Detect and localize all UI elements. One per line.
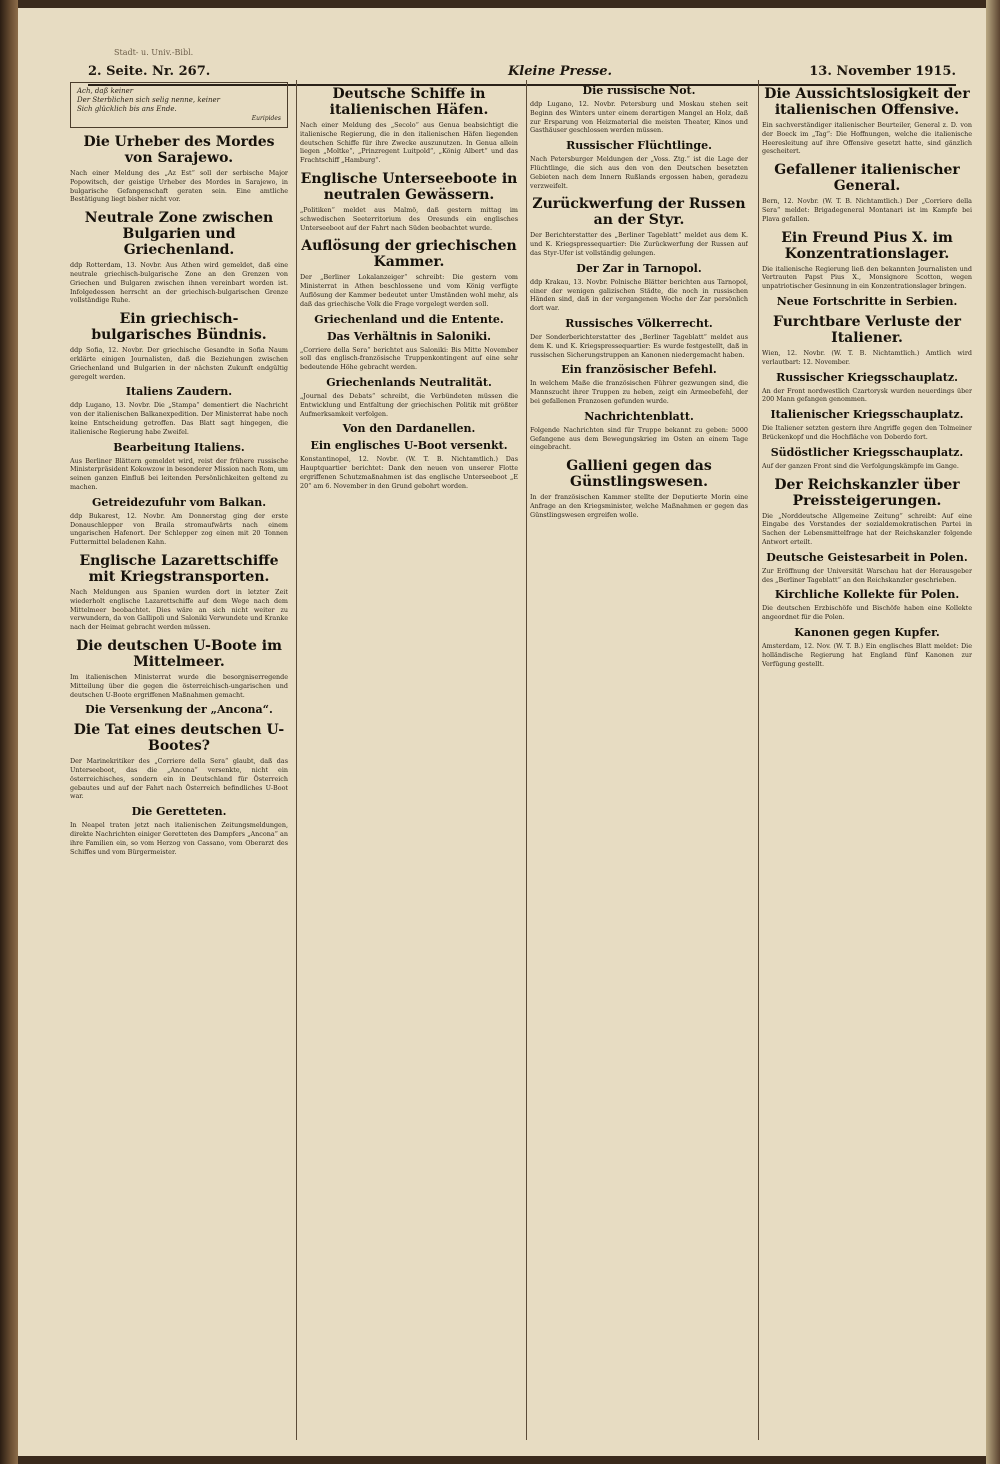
- article-headline: Zurückwerfung der Russen an der Styr.: [532, 196, 746, 229]
- article-headline: Die Urheber des Mordes von Sarajewo.: [83, 134, 275, 166]
- article-body: In Neapel traten jetzt nach italienischen Zeitungsmeldungen, direkte Nachrichten einiger Geretteten des Dampfers „Ancona“ an ihre Familien ein, so vom Herzog von Cassano, vom Oberarzt des Schiffes und vom Bürgermeister.: [70, 821, 288, 856]
- article-headline: Ein Freund Pius X. im Konzentrationslager.: [781, 229, 953, 262]
- article-headline: Die russische Not.: [582, 84, 696, 97]
- article-body: ddp Rotterdam, 13. Novbr. Aus Athen wird gemeldet, daß eine neutrale griechisch-bulgarische Zone an den Grenzen von Griechen und Bulgaren zwischen ihnen vereinbart worden ist. Infolgedessen herrscht an der griechisch-bulgarischen Grenze vollständige Ruhe.: [70, 261, 288, 305]
- article-headline: Russischer Flüchtlinge.: [566, 139, 712, 153]
- article-headline: Die Geretteten.: [131, 805, 227, 819]
- article-headline: Griechenland und die Entente.: [314, 312, 504, 326]
- article: [70, 134, 288, 204]
- article-headline: Die Versenkung der „Ancona“.: [85, 703, 273, 717]
- article-headline: Auflösung der griechischen Kammer.: [301, 238, 517, 271]
- column-rule: [526, 80, 527, 1440]
- article-body: Amsterdam, 12. Nov. (W. T. B.) Ein englisches Blatt meldet: Die holländische Regierung hat England fünf Kanonen zur Verfügung gestellt.: [762, 641, 972, 668]
- article: [530, 84, 748, 135]
- article-body: Wien, 12. Novbr. (W. T. B. Nichtamtlich.) Amtlich wird verlautbart: 12. November.: [762, 348, 972, 366]
- article-headline: Italienischer Kriegsschauplatz.: [770, 408, 964, 422]
- article-body: Die deutschen Erzbischöfe und Bischöfe haben eine Kollekte angeordnet für die Polen.: [762, 604, 972, 622]
- article: [300, 422, 518, 435]
- column-rule: [758, 80, 759, 1440]
- article: [762, 588, 972, 622]
- article: [762, 314, 972, 367]
- article-headline: Bearbeitung Italiens.: [113, 440, 245, 454]
- article: [762, 551, 972, 585]
- article: [300, 313, 518, 326]
- article: [70, 311, 288, 381]
- article: [70, 703, 288, 716]
- article-body: Die italienische Regierung ließ den bekannten Journalisten und Vertrauten Papst Pius X., Monsignore Scotton, wegen unpatriotischer Gesinnung in ein Konzentrationslager bringen.: [762, 264, 972, 291]
- article: [762, 162, 972, 223]
- article-body: Der Marinekritiker des „Corriere della Sera“ glaubt, daß das Unterseeboot, das die „Ancona“ versenkte, nicht ein österreichisches, sondern ein in Deutschland für Österreich gebautes und auf der Fahrt nach Österreich befindliches U-Boot war.: [70, 757, 288, 801]
- article: [70, 722, 288, 801]
- article-body: In der französischen Kammer stellte der Deputierte Morin eine Anfrage an den Kriegsminister, welche Maßnahmen er gegen das Günstlingswesen ergreifen wolle.: [530, 493, 748, 519]
- article: [70, 210, 288, 305]
- article: [300, 171, 518, 232]
- article-body: ddp Sofia, 12. Novbr. Der griechische Gesandte in Sofia Naum erklärte einigen Journalisten, daß die Beziehungen zwischen Griechenland und Bulgarien in der nächsten Zukunft endgültig geregelt werden.: [70, 346, 288, 381]
- article-body: Folgende Nachrichten sind für Truppe bekannt zu geben: 5000 Gefangene aus dem Bewegungskrieg im Osten an einem Tage eingebracht.: [530, 425, 748, 452]
- article-body: ddp Lugano, 13. Novbr. Die „Stampa“ dementiert die Nachricht von der italienischen Balkanexpedition. Der Ministerrat habe noch keine Entscheidung getroffen. Das Blatt sagt hingegen, die italienische Regierung habe Zweifel.: [70, 401, 288, 436]
- article: [300, 238, 518, 308]
- article: [70, 441, 288, 492]
- article-headline: Die deutschen U-Boote im Mittelmeer.: [76, 637, 282, 670]
- column-2: [300, 80, 518, 1450]
- article-headline: Russisches Völkerrecht.: [565, 316, 713, 330]
- article: [300, 439, 518, 490]
- article-body: ddp Krakau, 13. Novbr. Polnische Blätter berichten aus Tarnopol, einer der wenigen galizischen Städte, die noch in russischen Händen sind, daß in der vergangenen Woche der Zar persönlich dort war.: [530, 277, 748, 313]
- article: [762, 408, 972, 442]
- article-headline: Kanonen gegen Kupfer.: [794, 625, 940, 639]
- article: [762, 371, 972, 405]
- column-4: [762, 80, 972, 1450]
- article-headline: Getreidezufuhr vom Balkan.: [91, 495, 267, 509]
- article: [762, 626, 972, 668]
- article: [300, 86, 518, 165]
- article-headline: Deutsche Geistesarbeit in Polen.: [766, 550, 968, 564]
- article-headline: Von den Dardanellen.: [342, 422, 476, 436]
- article-headline: Italiens Zaudern.: [125, 385, 233, 399]
- article: [530, 458, 748, 519]
- article-body: Im italienischen Ministerrat wurde die besorgniserregende Mitteilung über die gegen die österreichisch-ungarischen und deutschen U-Boote ergriffenen Maßnahmen gemacht.: [70, 672, 288, 699]
- article: [300, 376, 518, 418]
- article: [762, 477, 972, 547]
- article: [70, 553, 288, 632]
- article-body: Zur Eröffnung der Universität Warschau hat der Herausgeber des „Berliner Tageblatt“ an den Reichskanzler geschrieben.: [762, 566, 972, 584]
- article-body: Bern, 12. Novbr. (W. T. B. Nichtamtlich.) Der „Corriere della Sera“ meldet: Brigadegeneral Montanari ist im Kampfe bei Plava gefallen.: [762, 197, 972, 223]
- article-body: Der Sonderberichterstatter des „Berliner Tageblatt“ meldet aus dem K. und K. Kriegspressequartier: Es wurde festgestellt, daß in russischen Sicherungstruppen an Kanonen niedergemacht haben.: [530, 332, 748, 359]
- article: [530, 363, 748, 405]
- article-headline: Südöstlicher Kriegsschauplatz.: [770, 445, 964, 459]
- column-rule: [296, 80, 297, 1440]
- article: [70, 805, 288, 856]
- article-body: ddp Lugano, 12. Novbr. Petersburg und Moskau stehen seit Beginn des Winters unter einem derartigen Mangel an Holz, daß zur Ersparung von Heizmaterial die meisten Theater, Kinos und Gasthäuser geschlossen werden müssen.: [530, 100, 748, 135]
- article-body: „Journal des Debats“ schreibt, die Verbündeten müssen die Entwicklung und Entfaltung der griechischen Politik mit größter Aufmerksamkeit verfolgen.: [300, 391, 518, 418]
- article-headline: Ein französischer Befehl.: [561, 363, 717, 377]
- quote-line: Sich glücklich bis ans Ende.: [77, 105, 177, 113]
- article-headline: Englische Unterseeboote in neutralen Gewässern.: [300, 170, 518, 203]
- article: [762, 295, 972, 308]
- article-headline: Ein englisches U-Boot versenkt.: [310, 439, 508, 453]
- article-headline: Der Zar in Tarnopol.: [576, 261, 702, 275]
- quote-line: Der Sterblichen sich selig nenne, keiner: [77, 96, 220, 104]
- article-body: Konstantinopel, 12. Novbr. (W. T. B. Nichtamtlich.) Das Hauptquartier berichtet: Dank den neuen von unserer Flotte ergriffenen Schutzmaßnahmen ist das englische Unterseeboot „E 20“ am 6. November in den Grund gebohrt worden.: [300, 455, 518, 490]
- page-number: 2. Seite. Nr. 267.: [88, 64, 211, 79]
- article-body: Die „Norddeutsche Allgemeine Zeitung“ schreibt: Auf eine Eingabe des Vorstandes der sozialdemokratischen Partei in Sachen der Lebensmittelfrage hat der Reichskanzler folgende Antwort erteilt.: [762, 511, 972, 546]
- article-headline: Gallieni gegen das Günstlingswesen.: [566, 458, 712, 491]
- article: [530, 262, 748, 313]
- article-body: Nach Meldungen aus Spanien wurden dort in letzter Zeit wiederholt englische Lazarettschiffe auf dem Wege nach dem Mittelmeer beobachtet. Dies wäre an sich nicht weiter zu verwundern, da von Gallipoli und Saloniki Verwundete und Kranke nach der Heimat gebracht werden müssen.: [70, 587, 288, 632]
- article-body: In welchem Maße die französischen Führer gezwungen sind, die Mannszucht ihrer Truppen zu heben, zeigt ein Armeebefehl, der bei gefallenen Franzosen gefunden wurde.: [530, 379, 748, 405]
- article-body: Nach einer Meldung des „Secolo“ aus Genua beabsichtigt die italienische Regierung, die in den italienischen Häfen liegenden deutschen Schiffe für ihre Zwecke auszunutzen. In Genua allein liegen „Moltke“, „Prinzregent Luitpold“, „König Albert“ und das Frachtschiff „Hamburg“.: [300, 121, 518, 165]
- article-body: Der Berichterstatter des „Berliner Tageblatt“ meldet aus dem K. und K. Kriegspressequartier: Die Zurückwerfung der Russen auf das Styr-Ufer ist vollständig gelungen.: [530, 231, 748, 257]
- article-body: „Politiken“ meldet aus Malmö, daß gestern mittag im schwedischen Seeterritorium des Oresunds ein englisches Unterseeboot auf der Fahrt nach Süden beobachtet wurde.: [300, 205, 518, 232]
- masthead: Kleine Presse.: [508, 64, 613, 79]
- article: [70, 385, 288, 436]
- article-headline: Gefallener italienischer General.: [774, 162, 960, 195]
- article: [762, 86, 972, 156]
- article-headline: Nachrichtenblatt.: [584, 409, 694, 423]
- article-headline: Die Aussichtslosigkeit der italienischen Offensive.: [764, 86, 970, 118]
- article-headline: Neutrale Zone zwischen Bulgarien und Griechenland.: [84, 210, 274, 259]
- article: [530, 139, 748, 190]
- article: [530, 317, 748, 359]
- article-body: Nach Petersburger Meldungen der „Voss. Ztg.“ ist die Lage der Flüchtlinge, die sich aus den von den Deutschen besetzten Gebieten nach dem Innern Rußlands ergossen haben, geradezu verzweifelt.: [530, 155, 748, 190]
- article: [300, 330, 518, 372]
- article-body: Der „Berliner Lokalanzeiger“ schreibt: Die gestern vom Ministerrat in Athen beschlossene und vom König verfügte Auflösung der Kammer bedeutet unter Umständen wohl mehr, als daß das griechische Volk die Frage vorgelegt werden soll.: [300, 273, 518, 308]
- article: [530, 196, 748, 257]
- book-binding: [0, 0, 18, 1464]
- quote-box: [70, 82, 288, 128]
- column-3: [530, 80, 748, 1450]
- library-stamp: Stadt- u. Univ.-Bibl.: [114, 48, 194, 57]
- article-headline: Russischer Kriegsschauplatz.: [776, 370, 958, 384]
- column-1: [70, 80, 288, 1450]
- article-headline: Der Reichskanzler über Preissteigerungen.: [774, 476, 960, 509]
- article: [70, 496, 288, 547]
- page-edge: [986, 0, 1000, 1464]
- article-headline: Deutsche Schiffe in italienischen Häfen.: [329, 86, 489, 118]
- article-headline: Griechenlands Neutralität.: [326, 375, 492, 389]
- article: [762, 230, 972, 291]
- article-body: Ein sachverständiger italienischer Beurteiler, General z. D. von der Boeck im „Tag“: Die Hoffnungen, welche die italienische Heeresleitung auf ihre Offensive gesetzt hatte, sind gänzlich gescheitert.: [762, 121, 972, 156]
- issue-date: 13. November 1915.: [809, 64, 956, 79]
- article-headline: Kirchliche Kollekte für Polen.: [774, 588, 960, 602]
- article: [530, 410, 748, 452]
- article-headline: Neue Fortschritte in Serbien.: [776, 294, 958, 308]
- article: [762, 446, 972, 471]
- article-body: Die Italiener setzten gestern ihre Angriffe gegen den Tolmeiner Brückenkopf und die Hochfläche von Doberdo fort.: [762, 424, 972, 441]
- article-body: ddp Bukarest, 12. Novbr. Am Donnerstag ging der erste Donauschlepper von Braila stromaufwärts nach einem ungarischen Hafenort. Der Schlepper zog einen mit 20 Tonnen Futtermittel beladenen Kahn.: [70, 511, 288, 547]
- article-headline: Ein griechisch-bulgarisches Bündnis.: [91, 311, 267, 344]
- article-body: An der Front nordwestlich Czartorysk wurden neuerdings über 200 Mann gefangen genommen.: [762, 386, 972, 404]
- article-body: Nach einer Meldung des „Az Est“ soll der serbische Major Popowitsch, der geistige Urheber des Mordes in Sarajewo, in bulgarische Gefangenschaft geraten sein. Eine amtliche Bestätigung liegt bisher nicht vor.: [70, 169, 288, 204]
- article-headline: Das Verhältnis in Saloniki.: [327, 329, 491, 343]
- article-headline: Englische Lazarettschiffe mit Kriegstransporten.: [79, 552, 279, 585]
- article: [70, 638, 288, 699]
- article-headline: Die Tat eines deutschen U-Bootes?: [73, 722, 285, 755]
- article-body: Aus Berliner Blättern gemeldet wird, reist der frühere russische Ministerpräsident Kokowzow in besonderer Mission nach Rom, um seinen ganzen Einfluß bei leitenden Persönlichkeiten geltend zu machen.: [70, 456, 288, 491]
- quote-line: Ach, daß keiner: [77, 87, 134, 95]
- article-body: „Corriere della Sera“ berichtet aus Saloniki: Bis Mitte November soll das englisch-französische Truppenkontingent auf eine sehr bedeutende Höhe gebracht werden.: [300, 345, 518, 372]
- article-headline: Furchtbare Verluste der Italiener.: [773, 313, 961, 346]
- article-body: Auf der ganzen Front sind die Verfolgungskämpfe im Gange.: [762, 461, 959, 470]
- quote-author: Euripides: [251, 115, 281, 122]
